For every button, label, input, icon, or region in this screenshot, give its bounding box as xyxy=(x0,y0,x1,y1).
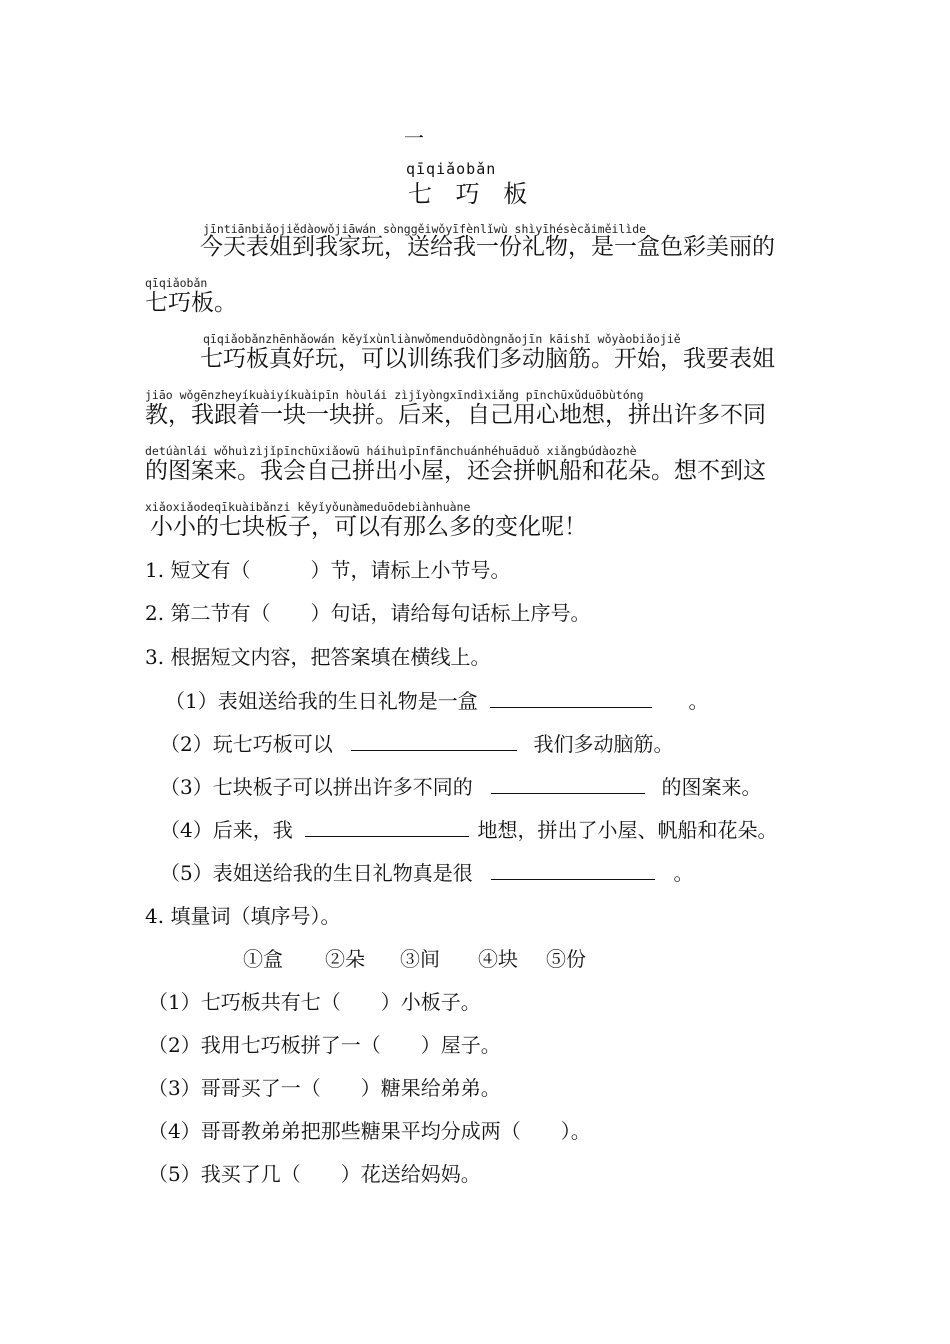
q3-item-text: （1）表姐送给我的生日礼物是一盒 xyxy=(165,689,478,713)
passage-line-3: 七巧板真好玩，可以训练我们多动脑筋。开始，我要表姐 xyxy=(200,346,775,372)
question-4: 4. 填量词（填序号）。 xyxy=(145,904,341,928)
q4-option-4: ④块 xyxy=(478,947,518,971)
passage-line-1: 今天表姐到我家玩，送给我一份礼物，是一盒色彩美丽的 xyxy=(200,234,775,260)
q3-item-text: （4）后来，我 xyxy=(160,818,293,842)
q4-item-2: （2）我用七巧板拼了一（ ）屋子。 xyxy=(148,1033,501,1057)
q4-item-3: （3）哥哥买了一（ ）糖果给弟弟。 xyxy=(148,1076,501,1100)
q3-item-5 xyxy=(160,857,693,886)
pinyin-line-3: qīqiǎobǎnzhēnhǎowán kěyǐxùnliànwǒmenduōdòngnǎojīn kāishǐ wǒyàobiǎojiě xyxy=(203,332,681,346)
passage-line-6: 小小的七块板子，可以有那么多的变化呢！ xyxy=(150,514,587,540)
pinyin-line-6: xiǎoxiǎodeqīkuàibǎnzi kěyǐyǒunàmeduōdebiànhuàne xyxy=(145,500,471,514)
pinyin-line-2: qīqiǎobǎn xyxy=(145,276,208,290)
q4-item-1: （1）七巧板共有七（ ）小板子。 xyxy=(148,990,481,1014)
pinyin-line-5: detúànlái wǒhuìzìjǐpīnchūxiǎowū háihuìpīnfānchuánhéhuāduǒ xiǎngbúdàozhè xyxy=(145,444,637,458)
q3-item-suffix: 地想，拼出了小屋、帆船和花朵。 xyxy=(477,818,778,842)
q3-item-suffix: 的图案来。 xyxy=(661,775,762,799)
question-2: 2. 第二节有（ ）句话，请给每句话标上序号。 xyxy=(145,601,591,625)
passage-line-4: 教，我跟着一块一块拼。后来，自己用心地想，拼出许多不同 xyxy=(145,402,766,428)
q3-item-1 xyxy=(165,685,708,714)
q4-item-4: （4）哥哥教弟弟把那些糖果平均分成两（ ）。 xyxy=(148,1119,591,1143)
q4-option-2: ②朵 xyxy=(325,947,365,971)
q4-option-1: ①盒 xyxy=(243,947,283,971)
question-1: 1. 短文有（ ）节，请标上小节号。 xyxy=(145,558,511,582)
answer-blank[interactable] xyxy=(491,773,645,794)
passage-line-5: 的图案来。我会自己拼出小屋，还会拼帆船和花朵。想不到这 xyxy=(145,458,766,484)
q3-item-3 xyxy=(160,771,761,800)
q4-option-5: ⑤份 xyxy=(546,947,586,971)
q3-item-text: （2）玩七巧板可以 xyxy=(160,732,333,756)
answer-blank[interactable] xyxy=(305,816,469,837)
title-pinyin: qīqiǎobǎn xyxy=(406,160,497,178)
pinyin-line-4: jiāo wǒgēnzheyíkuàiyíkuàipīn hòulái zìjǐyòngxīndìxiǎng pīnchūxǔduōbùtóng xyxy=(145,388,644,402)
q3-item-text: （5）表姐送给我的生日礼物真是很 xyxy=(160,861,473,885)
lesson-number: 一 xyxy=(404,126,424,150)
q4-item-5: （5）我买了几（ ）花送给妈妈。 xyxy=(148,1162,481,1186)
q3-item-suffix: 我们多动脑筋。 xyxy=(533,732,674,756)
answer-blank[interactable] xyxy=(351,730,517,751)
page-title: 七 巧 板 xyxy=(408,180,536,208)
answer-blank[interactable] xyxy=(491,859,655,880)
question-3: 3. 根据短文内容，把答案填在横线上。 xyxy=(145,645,491,669)
answer-blank[interactable] xyxy=(490,687,652,708)
q3-item-suffix: 。 xyxy=(688,689,709,713)
q3-item-2 xyxy=(160,728,673,757)
q3-item-4 xyxy=(160,814,777,843)
q3-item-text: （3）七块板子可以拼出许多不同的 xyxy=(160,775,473,799)
q4-option-3: ③间 xyxy=(400,947,440,971)
passage-line-2: 七巧板。 xyxy=(145,290,237,316)
q3-item-suffix: 。 xyxy=(673,861,694,885)
pinyin-line-1: jīntiānbiǎojiědàowǒjiāwán sònggěiwǒyīfènlǐwù shìyīhésècǎiměilìde xyxy=(203,222,647,236)
